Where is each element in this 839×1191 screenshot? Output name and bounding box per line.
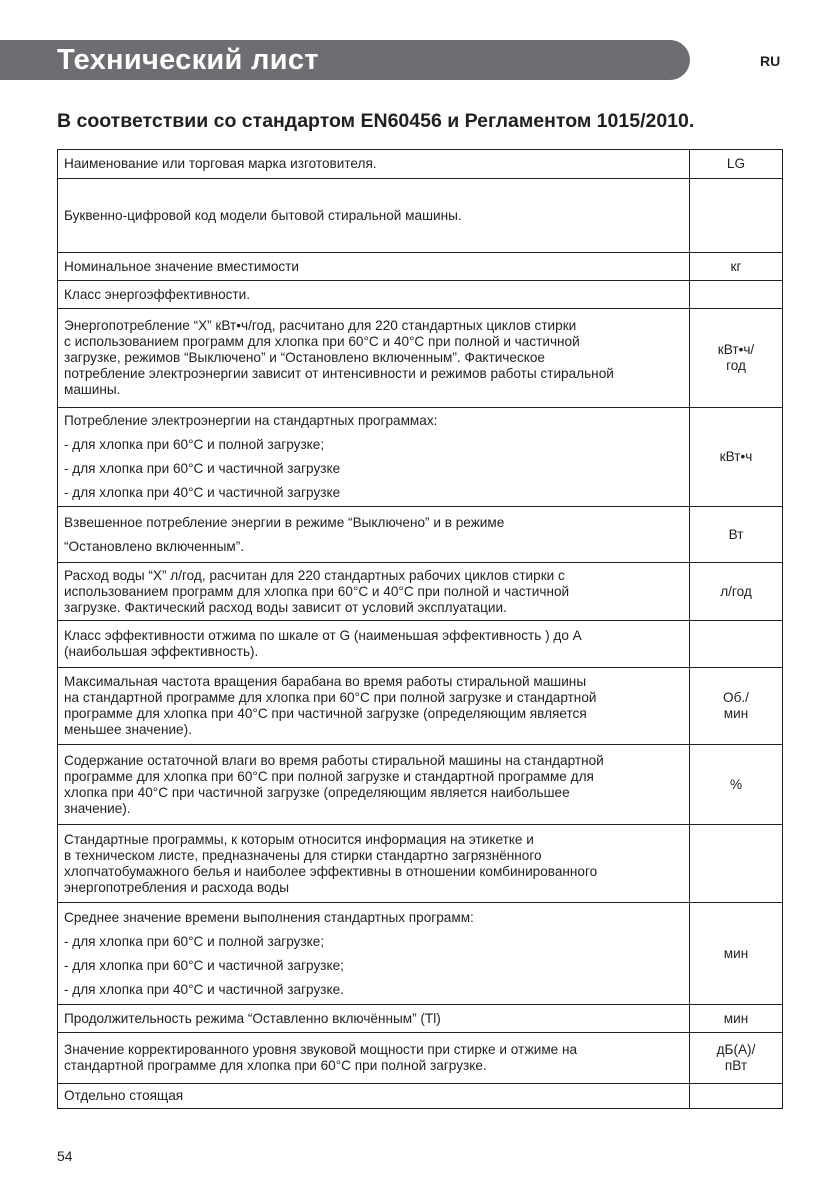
description-line: Потребление электроэнергии на стандартных программах:	[64, 413, 438, 428]
description-line: Значение корректированного уровня звуковой мощности при стирке и отжиме на	[64, 1042, 578, 1057]
unit-line: %	[729, 776, 743, 792]
row-unit	[690, 507, 783, 563]
row-description	[58, 668, 690, 745]
table-row	[58, 825, 783, 903]
description-line: значение).	[64, 800, 131, 816]
row-description	[58, 150, 690, 179]
description-line: - для хлопка при 40°С и частичной загрузке.	[64, 981, 344, 997]
row-unit	[690, 150, 783, 179]
row-description	[58, 179, 690, 253]
unit-line: мин	[723, 945, 749, 961]
row-unit	[690, 903, 783, 1005]
row-unit	[690, 253, 783, 281]
description-line: хлопка при 40°С при частичной загрузке (определяющим является наибольшее	[64, 784, 570, 800]
page-title: Технический лист	[57, 44, 319, 76]
row-unit	[690, 825, 783, 903]
description-line: Класс эффективности отжима по шкале от G (наименьшая эффективность ) до А	[64, 628, 582, 643]
table-row	[58, 1084, 783, 1109]
description-line: Максимальная частота вращения барабана во время работы стиральной машины	[64, 674, 587, 689]
row-description	[58, 1005, 690, 1033]
description-line: - для хлопка при 60°С и частичной загрузке	[64, 461, 341, 476]
unit-line: Об./	[723, 690, 749, 705]
table-row	[58, 309, 783, 408]
table-row	[58, 1033, 783, 1084]
description-line: Буквенно-цифровой код модели бытовой стиральной машины.	[64, 207, 462, 223]
row-unit	[690, 1005, 783, 1033]
description-line: в техническом листе, предназначены для стирки стандартно загрязнённого	[64, 847, 542, 863]
table-row	[58, 621, 783, 668]
description-line: Энергопотребление “X” кВт•ч/год, расчитано для 220 стандартных циклов стирки	[64, 318, 577, 333]
row-description	[58, 309, 690, 408]
unit-line: кВт•ч	[719, 449, 753, 464]
description-line: машины.	[64, 382, 121, 397]
row-description	[58, 408, 690, 507]
unit-line: кВт•ч/	[717, 342, 755, 357]
row-unit	[690, 179, 783, 253]
table-row	[58, 408, 783, 507]
page-number: 54	[57, 1148, 73, 1164]
description-line: Класс энергоэффективности.	[64, 286, 251, 302]
description-line: меньшее значение).	[64, 722, 192, 737]
description-line: Продолжительность режима “Оставленно включённым” (Tl)	[64, 1010, 441, 1026]
row-unit	[690, 621, 783, 668]
description-line: программе для хлопка при 60°С при полной загрузке и стандартной программе для	[64, 768, 594, 784]
table-row	[58, 745, 783, 825]
description-line: - для хлопка при 60°С и полной загрузке;	[64, 933, 325, 949]
unit-line: л/год	[720, 583, 752, 599]
unit-line: мин	[723, 1010, 749, 1026]
row-description	[58, 563, 690, 621]
row-unit	[690, 1033, 783, 1084]
unit-line: Вт	[728, 526, 744, 542]
table-row	[58, 903, 783, 1005]
description-line: программе для хлопка при 40°С при частичной загрузке (определяющим является	[64, 706, 587, 721]
row-description	[58, 745, 690, 825]
description-line: “Остановлено включенным”.	[64, 538, 245, 554]
row-description	[58, 1033, 690, 1084]
description-line: использованием программ для хлопка при 60°С и 40°С при полной и частичной	[64, 583, 570, 599]
row-description	[58, 1084, 690, 1109]
description-line: - для хлопка при 60°С и полной загрузке;	[64, 437, 325, 452]
technical-data-table	[57, 149, 783, 1109]
row-description	[58, 253, 690, 281]
standard-subtitle: В соответствии со стандартом EN60456 и Регламентом 1015/2010.	[57, 110, 695, 132]
unit-line: мин	[723, 706, 749, 721]
description-line: Номинальное значение вместимости	[64, 258, 299, 274]
description-line: загрузке. Фактический расход воды зависит от условий эксплуатации.	[64, 599, 507, 615]
row-description	[58, 281, 690, 309]
description-line: энергопотребления и расхода воды	[64, 879, 289, 895]
unit-line: год	[726, 358, 746, 373]
description-line: с использованием программ для хлопка при 60°С и 40°С при полной и частичной	[64, 334, 580, 349]
description-line: Отдельно стоящая	[64, 1088, 184, 1103]
description-line: Расход воды “X” л/год, расчитан для 220 стандартных рабочих циклов стирки с	[64, 567, 565, 583]
table-row	[58, 179, 783, 253]
description-line: стандартной программе для хлопка при 60°С при полной загрузке.	[64, 1058, 487, 1073]
row-description	[58, 825, 690, 903]
table-row	[58, 507, 783, 563]
row-description	[58, 903, 690, 1005]
row-unit	[690, 745, 783, 825]
description-line: (наибольшая эффективность).	[64, 644, 259, 659]
row-description	[58, 507, 690, 563]
row-unit	[690, 309, 783, 408]
description-line: - для хлопка при 60°С и частичной загрузке;	[64, 957, 344, 973]
row-unit	[690, 281, 783, 309]
description-line: Среднее значение времени выполнения стандартных программ:	[64, 909, 474, 925]
description-line: хлопчатобумажного белья и наиболее эффективны в отношении комбинированного	[64, 863, 598, 879]
row-unit	[690, 408, 783, 507]
description-line: Стандартные программы, к которым относится информация на этикетке и	[64, 831, 534, 847]
row-description	[58, 621, 690, 668]
row-unit	[690, 563, 783, 621]
table-row	[58, 253, 783, 281]
header-banner	[0, 40, 690, 80]
unit-line: кг	[730, 258, 742, 274]
table-row	[58, 563, 783, 621]
row-unit	[690, 1084, 783, 1109]
description-line: Наименование или торговая марка изготовителя.	[64, 156, 377, 171]
description-line: - для хлопка при 40°С и частичной загрузке	[64, 485, 341, 500]
table-row	[58, 281, 783, 309]
row-unit	[690, 668, 783, 745]
unit-line: дБ(А)/	[716, 1042, 756, 1057]
description-line: Взвешенное потребление энергии в режиме “Выключено” и в режиме	[64, 514, 505, 530]
description-line: Содержание остаточной влаги во время работы стиральной машины на стандартной	[64, 752, 604, 768]
table-row	[58, 1005, 783, 1033]
language-code: RU	[760, 53, 781, 69]
unit-line: LG	[726, 156, 746, 171]
table-row	[58, 150, 783, 179]
unit-line: пВт	[724, 1058, 748, 1073]
description-line: загрузке, режимов “Выключено” и “Остановлено включенным”. Фактическое	[64, 350, 545, 365]
description-line: потребление электроэнергии зависит от интенсивности и режимов работы стиральной	[64, 366, 614, 381]
table-row	[58, 668, 783, 745]
description-line: на стандартной программе для хлопка при 60°С при полной загрузке и стандартной	[64, 690, 597, 705]
